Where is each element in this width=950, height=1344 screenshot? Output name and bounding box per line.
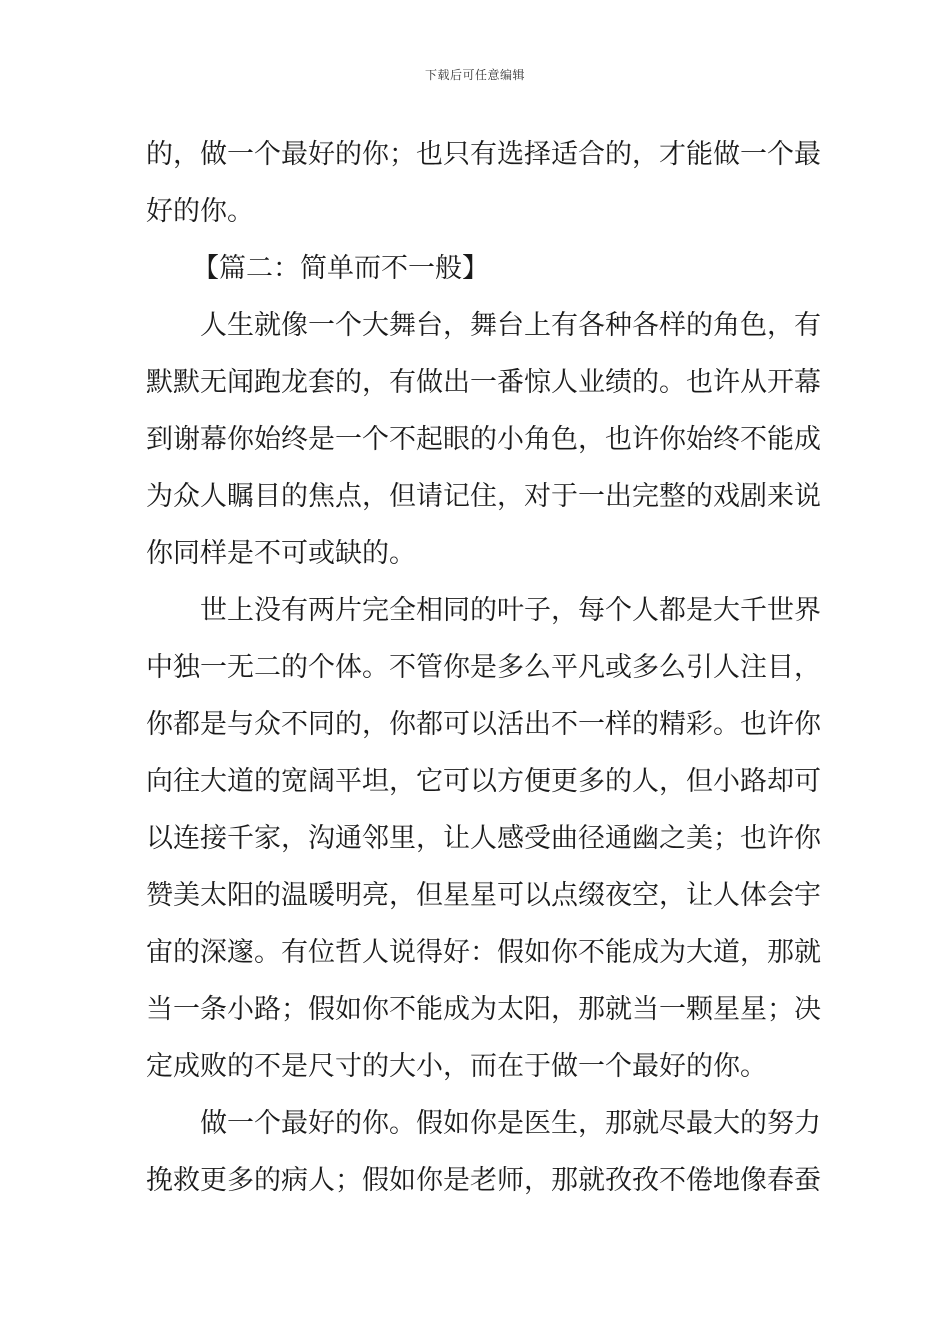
text-line: 向往大道的宽阔平坦，它可以方便更多的人，但小路却可	[146, 766, 821, 797]
text-line: 挽救更多的病人；假如你是老师，那就孜孜不倦地像春蚕	[146, 1165, 821, 1196]
page-header: 下载后可任意编辑	[424, 68, 525, 82]
text-line: 你都是与众不同的，你都可以活出不一样的精彩。也许你	[146, 709, 821, 740]
text-line: 你同样是不可或缺的。	[146, 538, 416, 569]
text-line: 以连接千家，沟通邻里，让人感受曲径通幽之美；也许你	[146, 823, 821, 854]
text-line: 为众人瞩目的焦点，但请记住，对于一出完整的戏剧来说	[146, 481, 821, 512]
text-line: 到谢幕你始终是一个不起眼的小角色，也许你始终不能成	[146, 424, 821, 455]
text-line: 宙的深邃。有位哲人说得好：假如你不能成为大道，那就	[146, 937, 821, 968]
section-heading: 【篇二：简单而不一般】	[192, 253, 489, 284]
body-text	[146, 126, 821, 1209]
text-line: 的，做一个最好的你；也只有选择适合的，才能做一个最	[146, 139, 821, 170]
text-line: 做一个最好的你。假如你是医生，那就尽最大的努力	[200, 1108, 821, 1139]
text-line: 人生就像一个大舞台，舞台上有各种各样的角色，有	[200, 310, 821, 341]
text-line: 当一条小路；假如你不能成为太阳，那就当一颗星星；决	[146, 994, 821, 1025]
text-line: 好的你。	[146, 196, 254, 227]
text-line: 中独一无二的个体。不管你是多么平凡或多么引人注目，	[146, 652, 821, 683]
text-line: 赞美太阳的温暖明亮，但星星可以点缀夜空，让人体会宇	[146, 880, 821, 911]
text-line: 默默无闻跑龙套的，有做出一番惊人业绩的。也许从开幕	[146, 367, 821, 398]
text-line: 定成败的不是尺寸的大小，而在于做一个最好的你。	[146, 1051, 767, 1082]
text-line: 世上没有两片完全相同的叶子，每个人都是大千世界	[200, 595, 821, 626]
